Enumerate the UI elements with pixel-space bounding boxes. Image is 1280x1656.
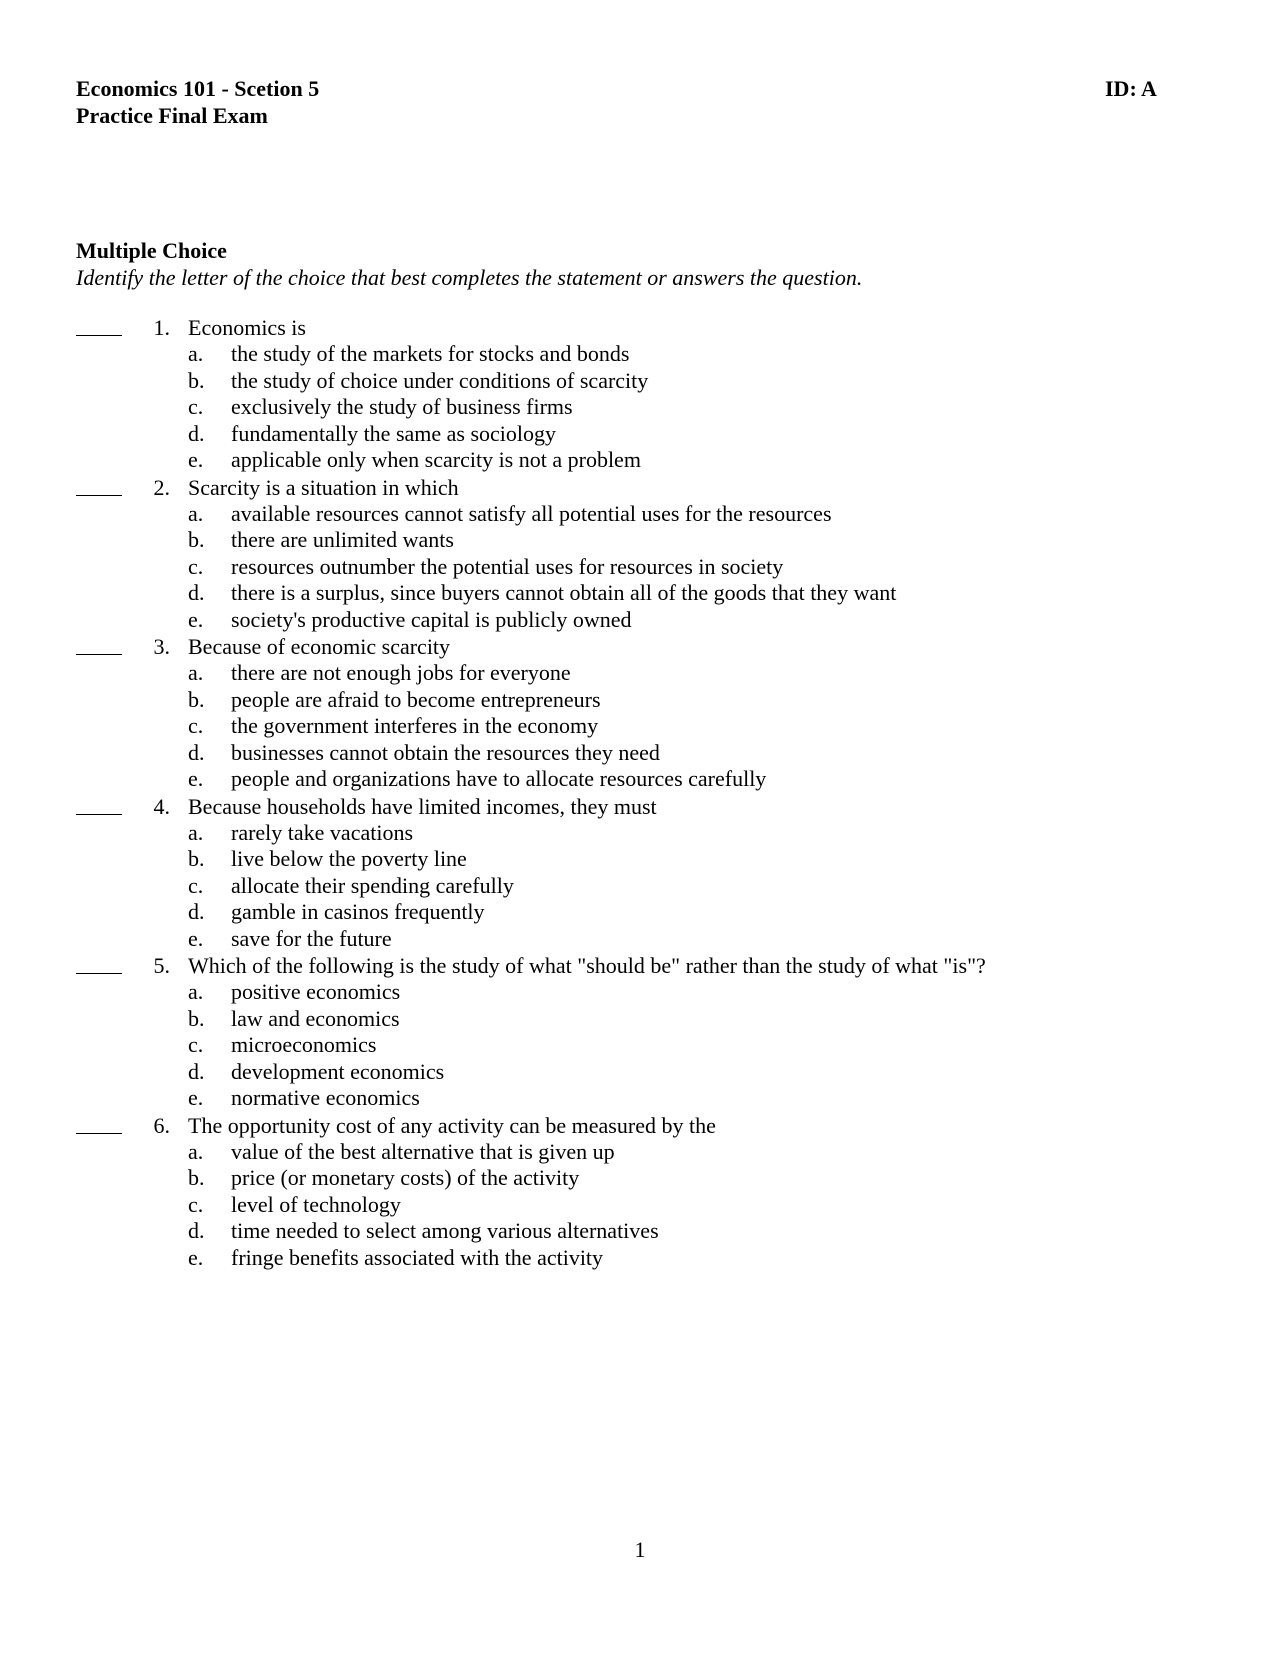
answer-choice — [0, 687, 1280, 714]
answer-blank[interactable] — [76, 952, 122, 974]
question-number: 5. — [153, 953, 170, 978]
choice-text: people and organizations have to allocate resources carefully — [231, 766, 767, 791]
answer-choice — [0, 341, 1280, 368]
answer-choice — [0, 1245, 1280, 1272]
choice-letter: d. — [188, 899, 205, 924]
choice-letter: b. — [188, 1005, 205, 1031]
exam-id: ID: A — [1105, 76, 1157, 101]
question-number: 2. — [153, 474, 170, 500]
choice-letter: d. — [188, 739, 205, 765]
question — [0, 952, 1280, 979]
answer-choice — [0, 580, 1280, 607]
choice-text: there is a surplus, since buyers cannot obtain all of the goods that they want — [231, 580, 897, 605]
choice-letter: c. — [188, 394, 204, 419]
exam-title: Practice Final Exam — [76, 103, 268, 128]
answer-choice — [0, 740, 1280, 767]
choice-text: resources outnumber the potential uses for resources in society — [231, 553, 784, 579]
answer-choice — [0, 873, 1280, 900]
choice-text: gamble in casinos frequently — [231, 899, 485, 924]
question-number: 1. — [153, 315, 170, 340]
choice-letter: c. — [188, 553, 204, 579]
answer-choice — [0, 1192, 1280, 1219]
choice-letter: c. — [188, 713, 204, 738]
answer-choice — [0, 607, 1280, 634]
answer-choice — [0, 820, 1280, 847]
question-number: 6. — [153, 1112, 170, 1138]
choice-text: the study of choice under conditions of scarcity — [231, 367, 649, 393]
choice-text: time needed to select among various alternatives — [231, 1218, 659, 1243]
choice-letter: d. — [188, 580, 205, 605]
multiple-choice-section — [76, 237, 862, 291]
choice-letter: a. — [188, 819, 204, 845]
answer-choice — [0, 447, 1280, 474]
choice-text: microeconomics — [231, 1032, 377, 1057]
answer-choice — [0, 421, 1280, 448]
question-stem: Because of economic scarcity — [188, 634, 451, 659]
answer-choice — [0, 394, 1280, 421]
answer-blank[interactable] — [76, 793, 122, 815]
choice-text: exclusively the study of business firms — [231, 394, 573, 419]
choice-text: fundamentally the same as sociology — [231, 420, 557, 446]
answer-choice — [0, 926, 1280, 953]
choice-text: there are not enough jobs for everyone — [231, 660, 571, 685]
choice-letter: a. — [188, 979, 204, 1004]
answer-choice — [0, 1032, 1280, 1059]
question — [0, 474, 1280, 501]
choice-text: people are afraid to become entrepreneurs — [231, 686, 601, 712]
question-stem: The opportunity cost of any activity can be measured by the — [188, 1112, 716, 1138]
question-stem: Which of the following is the study of what "should be" rather than the study of what "is"? — [188, 953, 986, 978]
answer-choice — [0, 1165, 1280, 1192]
choice-text: society's productive capital is publicly owned — [231, 606, 632, 632]
choice-letter: d. — [188, 1218, 205, 1243]
answer-choice — [0, 1085, 1280, 1112]
choice-text: live below the poverty line — [231, 846, 467, 871]
choice-letter: e. — [188, 1244, 204, 1270]
choice-letter: b. — [188, 846, 205, 871]
choice-letter: e. — [188, 925, 204, 951]
choice-text: available resources cannot satisfy all potential uses for the resources — [231, 500, 832, 526]
choice-letter: c. — [188, 1032, 204, 1057]
choice-text: the study of the markets for stocks and bonds — [231, 341, 630, 366]
choice-text: level of technology — [231, 1191, 401, 1217]
question-number: 4. — [153, 793, 170, 819]
choice-text: law and economics — [231, 1005, 400, 1031]
answer-choice — [0, 713, 1280, 740]
answer-blank[interactable] — [76, 474, 122, 496]
choice-letter: e. — [188, 1085, 204, 1110]
question-list — [0, 314, 1280, 1271]
question-stem: Economics is — [188, 315, 306, 340]
question — [0, 1112, 1280, 1139]
choice-letter: a. — [188, 1138, 204, 1164]
choice-letter: a. — [188, 500, 204, 526]
section-title: Multiple Choice — [76, 238, 227, 263]
choice-text: there are unlimited wants — [231, 527, 454, 552]
answer-choice — [0, 1006, 1280, 1033]
choice-text: allocate their spending carefully — [231, 872, 514, 898]
question-number: 3. — [153, 634, 170, 659]
answer-blank[interactable] — [76, 1112, 122, 1134]
answer-choice — [0, 527, 1280, 554]
answer-choice — [0, 368, 1280, 395]
question-stem: Because households have limited incomes, they must — [188, 793, 657, 819]
answer-choice — [0, 554, 1280, 581]
choice-text: price (or monetary costs) of the activity — [231, 1165, 580, 1190]
choice-text: businesses cannot obtain the resources they need — [231, 739, 660, 765]
choice-letter: e. — [188, 606, 204, 632]
choice-letter: c. — [188, 872, 204, 898]
choice-letter: e. — [188, 447, 204, 472]
choice-text: applicable only when scarcity is not a problem — [231, 447, 641, 472]
choice-letter: e. — [188, 766, 204, 791]
choice-text: normative economics — [231, 1085, 420, 1110]
choice-text: value of the best alternative that is given up — [231, 1138, 615, 1164]
answer-choice — [0, 979, 1280, 1006]
answer-choice — [0, 899, 1280, 926]
choice-letter: b. — [188, 527, 205, 552]
answer-choice — [0, 1059, 1280, 1086]
section-instructions: Identify the letter of the choice that best completes the statement or answers the question. — [76, 265, 863, 290]
question — [0, 314, 1280, 341]
answer-choice — [0, 1139, 1280, 1166]
choice-letter: b. — [188, 1165, 205, 1190]
choice-text: positive economics — [231, 979, 401, 1004]
answer-choice — [0, 846, 1280, 873]
course-title: Economics 101 - Scetion 5 — [76, 76, 320, 101]
answer-choice — [0, 766, 1280, 793]
choice-letter: b. — [188, 686, 205, 712]
page-number: 1 — [634, 1537, 646, 1562]
choice-text: rarely take vacations — [231, 819, 414, 845]
choice-text: save for the future — [231, 925, 392, 951]
answer-blank[interactable] — [76, 314, 122, 336]
question — [0, 633, 1280, 660]
choice-text: the government interferes in the economy — [231, 713, 599, 738]
question — [0, 793, 1280, 820]
choice-letter: a. — [188, 341, 204, 366]
choice-letter: d. — [188, 420, 205, 446]
choice-text: development economics — [231, 1058, 445, 1084]
answer-blank[interactable] — [76, 633, 122, 655]
answer-choice — [0, 1218, 1280, 1245]
question-stem: Scarcity is a situation in which — [188, 474, 459, 500]
exam-header — [76, 75, 319, 129]
choice-letter: b. — [188, 367, 205, 393]
choice-letter: d. — [188, 1058, 205, 1084]
answer-choice — [0, 501, 1280, 528]
choice-letter: a. — [188, 660, 204, 685]
choice-letter: c. — [188, 1191, 204, 1217]
choice-text: fringe benefits associated with the activity — [231, 1244, 604, 1270]
answer-choice — [0, 660, 1280, 687]
